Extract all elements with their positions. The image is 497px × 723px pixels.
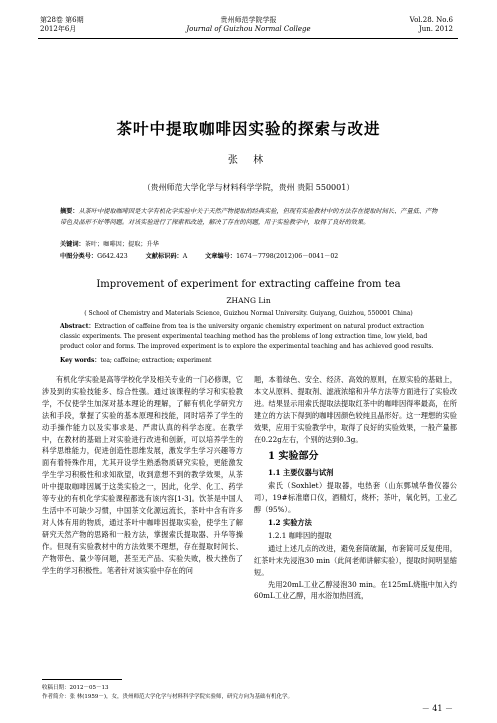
- abstract-en: [60, 322, 440, 353]
- body-paragraph: 通过上述几点的改进，避免套筒破漏，布套简可反复使用，红茶叶末先浸泡30 min（此间老师讲解实验），提取时间明显缩短。: [254, 543, 457, 577]
- abstract-cn-label: 摘要：: [60, 208, 79, 215]
- body-column-right: [254, 374, 457, 602]
- paper-title-cn: 茶叶中提取咖啡因实验的探索与改进: [116, 119, 381, 138]
- author-cn: 张 林: [227, 155, 270, 166]
- keywords-en-label: Key words：: [60, 357, 101, 364]
- clc-code: G642.423: [97, 253, 128, 260]
- header-rule: [38, 38, 458, 39]
- volume-issue: 第28卷 第6期: [40, 16, 84, 24]
- classification-line: [60, 252, 440, 263]
- page-number: － 41 －: [421, 704, 453, 713]
- doc-code: A: [182, 253, 188, 260]
- abstract-en-label: Abstract：: [60, 323, 95, 330]
- subsection-heading: 1.2 实验方法: [268, 517, 312, 527]
- body-column-left: [42, 374, 243, 576]
- volume-issue-en: Vol.28. No.6: [409, 16, 453, 24]
- clc-label: 中图分类号：: [60, 253, 98, 260]
- keywords-cn-text: 茶叶；咖啡因；提取；升华: [84, 241, 159, 248]
- affiliation-en: ( School of Chemistry and Materials Science, Guizhou Normal University. Guiyang, Guizhou, 550001 China): [84, 310, 413, 317]
- body-paragraph: 有机化学实验是高等学校化学及相关专业的一门必修课，它涉及到的实验技能多、综合性强。通过该课程的学习和实验教学，不仅使学生加深对基本理论的理解，了解有机化学研究方法和手段，掌握了实验的基本原理和技能，同时培养了学生的动手操作能力以及实事求是、严肃认真的科学态度。在教学中，在教材的基础上对实验进行改进和创新，可以培养学生的科学思维能力，促进创造性思维发展，激发学生学习兴趣等方面有着特殊作用，尤其开设学生熟悉物质研究实验，更能激发学生学习积极性和求知欲望，收到意想不到的教学效果，从茶叶中提取咖啡因属于这类实验之一，因此，化学、化工、药学等专业的有机化学实验课程都选有该内容[1-3]。饮茶是中国人生活中不可缺少习惯，中国茶文化源远流长，茶叶中含有许多对人体有用的物质，通过茶叶中咖啡因提取实验，使学生了解研究天然产物的思路和一般方法，掌握索氏提取器、升华等操作。但现有实验教材中的方法效果不理想，存在提取时间长、产物带色、量少等问题，甚至无产品、实验失败，极大挫伤了学生的学习积极性。笔者针对该实验中存在的问: [42, 375, 243, 575]
- footnote-rule: [42, 679, 122, 680]
- issue-date-en: Jun. 2012: [418, 25, 453, 33]
- author-en: ZHANG Lin: [226, 296, 271, 305]
- footnote-author: 作者简介：张 林(1959－)，女，贵州师范大学化学与材料科学学院实验师，研究方向为基础有机化学。: [42, 694, 294, 700]
- keywords-en-text: tea; caffeine; extraction; experiment: [100, 357, 212, 364]
- keywords-en: [60, 356, 440, 367]
- article-number: 1674－7798(2012)06－0041－02: [236, 253, 339, 260]
- affiliation-cn: （贵州师范大学化学与材料科学学院，贵州 贵阳 550001）: [142, 183, 355, 192]
- keywords-cn-label: 关键词：: [60, 241, 85, 248]
- issue-date: 2012年6月: [40, 25, 77, 33]
- subsubsection-heading: 1.2.1 咖啡因的提取: [268, 530, 332, 540]
- paper-title-en: Improvement of experiment for extracting caffeine from tea: [96, 279, 401, 290]
- doc-code-label: 文献标识码：: [145, 253, 183, 260]
- abstract-cn-text: 从茶叶中提取咖啡因是大学有机化学实验中关于天然产物提取的经典实验，但现有实验教材中的方法存在提取时间长、产量低、产物带色及晶形不好等问题。对该实验进行了探索和改进，解决了存在的问题，用于实验教学中，取得了良好的效果。: [60, 208, 438, 226]
- article-number-label: 文章编号：: [205, 253, 237, 260]
- footnote-received: 收稿日期：2012－05－13: [42, 685, 109, 691]
- body-paragraph-continued: 题，本着绿色、安全、经济、高效的原则，在原实验的基础上，本文从原料、提取剂、滤液浓缩和升华方法等方面进行了实验改进。结果显示用索氏提取法提取红茶中的咖啡因得率最高，在所建立的方法下得到的咖啡因颜色较纯且晶形好。这一理想的实验效果，应用于实验教学中，取得了良好的实验效果，一般产量都在0.22g左右，个别的达到0.3g。: [254, 375, 457, 444]
- subsection-heading: 1.1 主要仪器与试剂: [268, 468, 334, 478]
- running-header-right: [410, 16, 453, 34]
- journal-name-en: Journal of Guizhou Normal College: [186, 25, 311, 33]
- section-heading: 1 实验部分: [268, 451, 319, 463]
- body-paragraph: 索氏（Soxhlet）提取器，电热套（山东鄄城华鲁仪器公司），19#标准磨口仪，酒精灯，烧杯；茶叶，氧化钙，工业乙醇（95%）。: [254, 481, 457, 515]
- abstract-en-text: Extraction of caffeine from tea is the university organic chemistry experiment on natural product extraction classic experiments. The present experimental teaching method has the problems of long extraction time, low yield, bad product color and forms. The improved experiment is to explore the experimental teaching and has achieved good results.: [60, 323, 434, 351]
- keywords-cn: [60, 240, 440, 251]
- journal-name-cn: 贵州师范学院学报: [220, 16, 277, 24]
- body-paragraph: 先用20mL工业乙醇浸泡30 min。在125mL烧瓶中加入约60mL工业乙醇，用水浴加热回流，: [254, 579, 457, 601]
- abstract-cn: [60, 207, 440, 228]
